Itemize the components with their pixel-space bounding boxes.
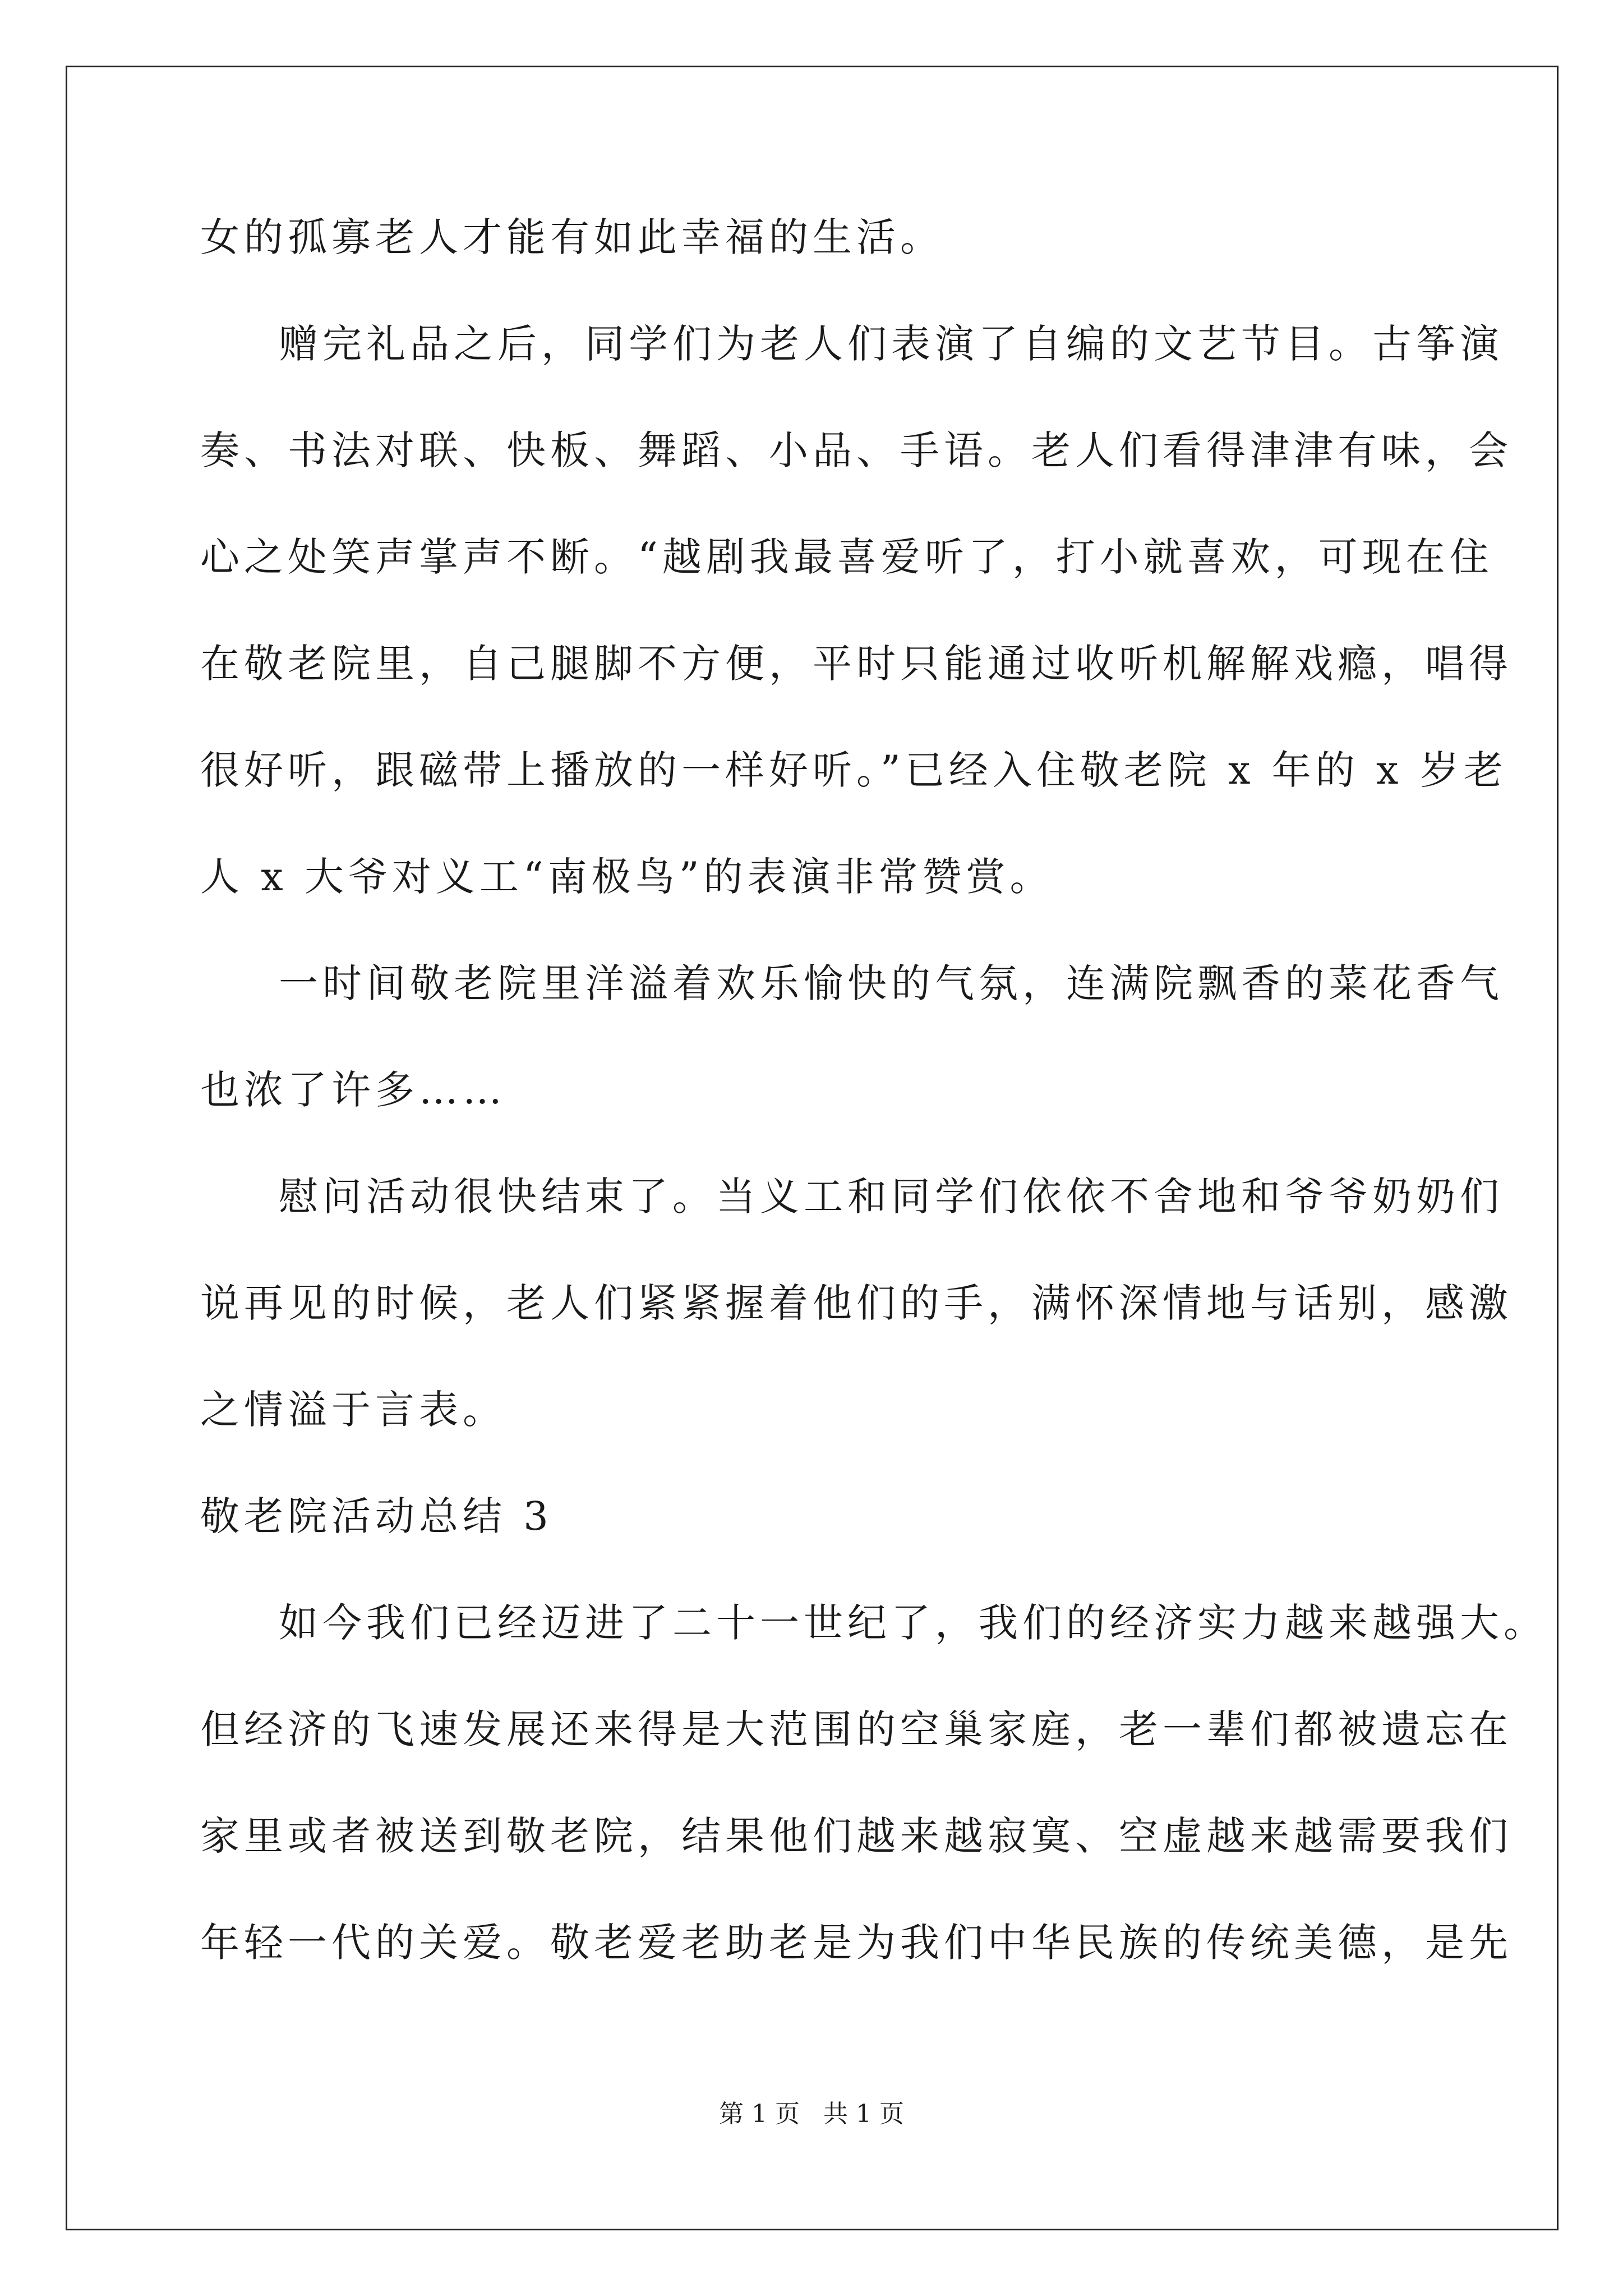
body-text-line: 奏、书法对联、快板、舞蹈、小品、手语。老人们看得津津有味，会 [200,427,1513,473]
body-text-line: 但经济的飞速发展还来得是大范围的空巢家庭，老一辈们都被遗忘在 [200,1706,1513,1752]
page-number-footer: 第 1 页 共 1 页 [719,2100,904,2128]
body-text-line: 心之处笑声掌声不断。“越剧我最喜爱听了，打小就喜欢，可现在住 [200,534,1493,580]
paragraph-start-line: 慰问活动很快结束了。当义工和同学们依依不舍地和爷爷奶奶们 [279,1174,1504,1220]
paragraph-start-line: 如今我们已经迈进了二十一世纪了，我们的经济实力越来越强大。 [279,1600,1547,1646]
body-text-line: 女的孤寡老人才能有如此幸福的生活。 [200,214,944,260]
paragraph-start-line: 赠完礼品之后，同学们为老人们表演了自编的文艺节目。古筝演 [279,321,1504,367]
paragraph-start-line: 一时间敬老院里洋溢着欢乐愉快的气氛，连满院飘香的菜花香气 [279,960,1504,1006]
section-heading: 敬老院活动总结 3 [200,1493,553,1539]
body-text-line: 在敬老院里，自己腿脚不方便，平时只能通过收听机解解戏瘾，唱得 [200,641,1513,687]
body-text-line: 很好听，跟磁带上播放的一样好听。”已经入住敬老院 x 年的 x 岁老 [200,747,1507,793]
body-text-line: 也浓了许多…… [200,1067,506,1113]
page-border [66,66,1559,2230]
body-text-line: 人 x 大爷对义工“南极鸟”的表演非常赞赏。 [200,854,1054,900]
body-text-line: 说再见的时候，老人们紧紧握着他们的手，满怀深情地与话别，感激 [200,1280,1513,1326]
body-text-line: 年轻一代的关爱。敬老爱老助老是为我们中华民族的传统美德，是先 [200,1920,1513,1966]
body-text-line: 家里或者被送到敬老院，结果他们越来越寂寞、空虚越来越需要我们 [200,1813,1513,1859]
body-text-line: 之情溢于言表。 [200,1387,506,1433]
